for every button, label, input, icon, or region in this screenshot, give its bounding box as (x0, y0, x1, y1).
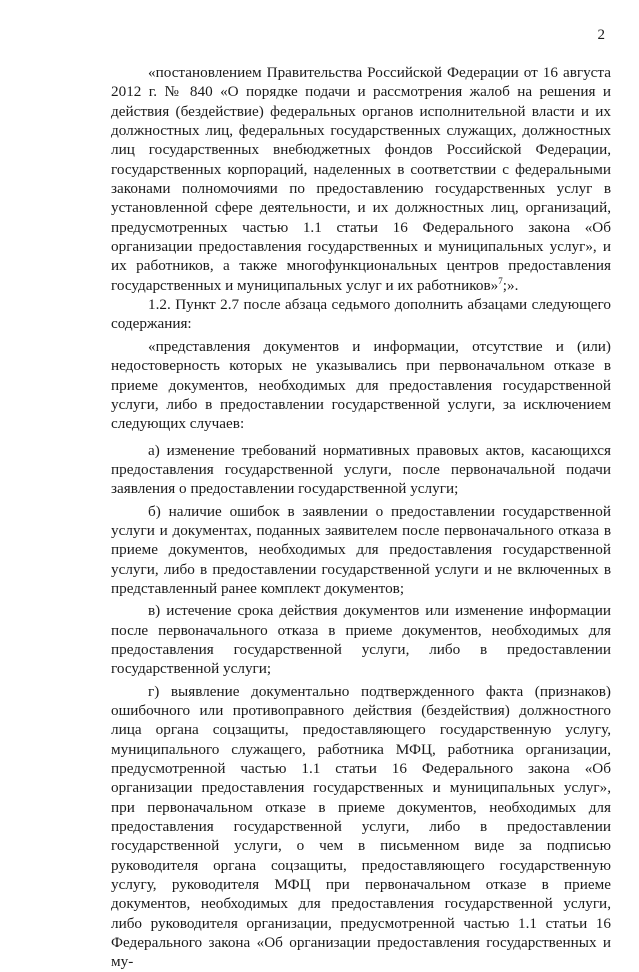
page-number: 2 (597, 27, 605, 43)
paragraph-case-b: б) наличие ошибок в заявлении о предоставлении государственной услуги и документах, поданных заявителем после первоначального отказа в приеме документов, необходимых для предоставления государственной услуги, либо в предоставлении государственной услуги и не включенных в представленный ранее комплект документов; (111, 502, 611, 597)
paragraph-case-a: а) изменение требований нормативных правовых актов, касающихся предоставления государственной услуги, после первоначальной подачи заявления о предоставлении государственной услуги; (111, 441, 611, 498)
paragraph-case-g: г) выявление документально подтвержденного факта (признаков) ошибочного или противоправного действия (бездействия) должностного лица органа соцзащиты, предоставляющего государственную услугу, муниципального служащего, работника МФЦ, работника организации, предусмотренной частью 1.1 статьи 16 Федерального закона «Об организации предоставления государственных и муниципальных услуг», при первоначальном отказе в приеме документов, необходимых для предоставления государственной услуги, либо в предоставлении государственной услуги, о чем в письменном виде за подписью руководителя органа соцзащиты, предоставляющего государственную услугу, руководителя МФЦ при первоначальном отказе в приеме документов, необходимых для предоставления государственной услуги, либо руководителя организации, предусмотренной частью 1.1 статьи 16 Федерального закона «Об организации предоставления государственных и му- (111, 682, 611, 971)
paragraph-text: «постановлением Правительства Российской Федерации от 16 августа 2012 г. № 840 «О порядке подачи и рассмотрения жалоб на решения и действия (бездействие) федеральных органов исполнительной власти и их должностных лиц, федеральных государственных служащих, должностных лиц государственных внебюджетных фондов Российской Федерации, государственных корпораций, наделенных в соответствии с федеральными законами полномочиями по предоставлению государственных услуг в установленной сфере деятельности, и их должностных лиц, организаций, предусмотренных частью 1.1 статьи 16 Федерального закона «Об организации предоставления государственных и муниципальных услуг», и их работников, а также многофункциональных центров предоставления государственных и муниципальных услуг и их работников» (111, 64, 611, 294)
footnote-marker: 7 (498, 275, 503, 286)
paragraph-item-1-2: 1.2. Пункт 2.7 после абзаца седьмого дополнить абзацами следующего содержания: (111, 296, 611, 333)
paragraph-documents-presentation: «представления документов и информации, отсутствие и (или) недостоверность которых не указывались при первоначальном отказе в приеме документов, необходимых для предоставления государственной услуги, либо в предоставлении государственной услуги, за исключением следующих случаев: (111, 337, 611, 433)
paragraph-resolution-reference (111, 63, 611, 295)
paragraph-case-v: в) истечение срока действия документов или изменение информации после первоначального отказа в приеме документов, необходимых для предоставления государственной услуги, либо в предоставлении государственной услуги; (111, 602, 611, 678)
document-body (111, 63, 611, 972)
paragraph-tail: ;». (502, 276, 519, 294)
